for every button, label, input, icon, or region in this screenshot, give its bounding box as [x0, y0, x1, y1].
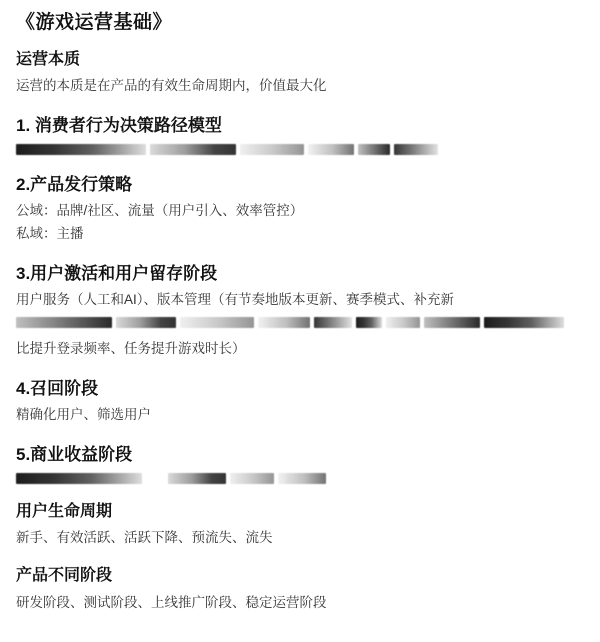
- redacted-bar: [358, 144, 390, 155]
- section-line: 研发阶段、测试阶段、上线推广阶段、稳定运营阶段: [16, 594, 327, 610]
- section-line: 公域：品牌/社区、流量（用户引入、效率管控）: [16, 203, 304, 219]
- redacted-bar-row: [16, 317, 584, 329]
- page-title: 《游戏运营基础》: [16, 12, 173, 33]
- section-essence: [16, 49, 584, 98]
- redacted-bar: [116, 317, 176, 328]
- redacted-bar: [424, 317, 480, 328]
- section-line: 精确化用户、筛选用户: [16, 406, 151, 422]
- section-product-stages: [16, 565, 584, 614]
- section-heading: 用户生命周期: [16, 502, 113, 520]
- section-activation-retention: [16, 263, 584, 360]
- redacted-bar: [240, 144, 304, 155]
- section-line: 运营的本质是在产品的有效生命周期内，价值最大化: [16, 78, 327, 94]
- redacted-bar: [356, 317, 382, 328]
- redacted-bar: [394, 144, 438, 155]
- section-line: 用户服务（人工和AI）、版本管理（有节奏地版本更新、赛季模式、补充新: [16, 291, 455, 307]
- section-heading: 4.召回阶段: [16, 378, 99, 398]
- redacted-bar: [314, 317, 352, 328]
- redacted-bar: [278, 473, 326, 484]
- section-lifecycle: [16, 501, 584, 550]
- redacted-bar: [16, 317, 112, 328]
- redacted-bar: [150, 144, 236, 155]
- section-heading: 1. 消费者行为决策路径模型: [16, 116, 222, 136]
- redacted-bar-row: [16, 473, 584, 485]
- section-monetization: [16, 444, 584, 485]
- section-heading: 2.产品发行策略: [16, 175, 133, 195]
- redacted-bar: [230, 473, 274, 484]
- redacted-bar: [484, 317, 564, 328]
- section-line: 私域：主播: [16, 226, 84, 242]
- redacted-bar: [308, 144, 354, 155]
- section-heading: 3.用户激活和用户留存阶段: [16, 264, 218, 284]
- section-consumer-path-model: [16, 115, 584, 156]
- section-release-strategy: [16, 174, 584, 245]
- redacted-bar: [16, 144, 146, 155]
- redacted-bar: [16, 473, 142, 484]
- section-line: 新手、有效活跃、活跃下降、预流失、流失: [16, 530, 273, 546]
- section-heading: 运营本质: [16, 50, 81, 68]
- redacted-bar: [168, 473, 226, 484]
- redacted-bar-row: [16, 144, 584, 156]
- redacted-bar: [180, 317, 254, 328]
- section-heading: 产品不同阶段: [16, 567, 113, 585]
- section-recall: [16, 378, 584, 426]
- section-line: 比提升登录频率、任务提升游戏时长）: [16, 340, 246, 356]
- section-heading: 5.商业收益阶段: [16, 444, 133, 464]
- redacted-bar: [386, 317, 420, 328]
- redacted-bar: [258, 317, 310, 328]
